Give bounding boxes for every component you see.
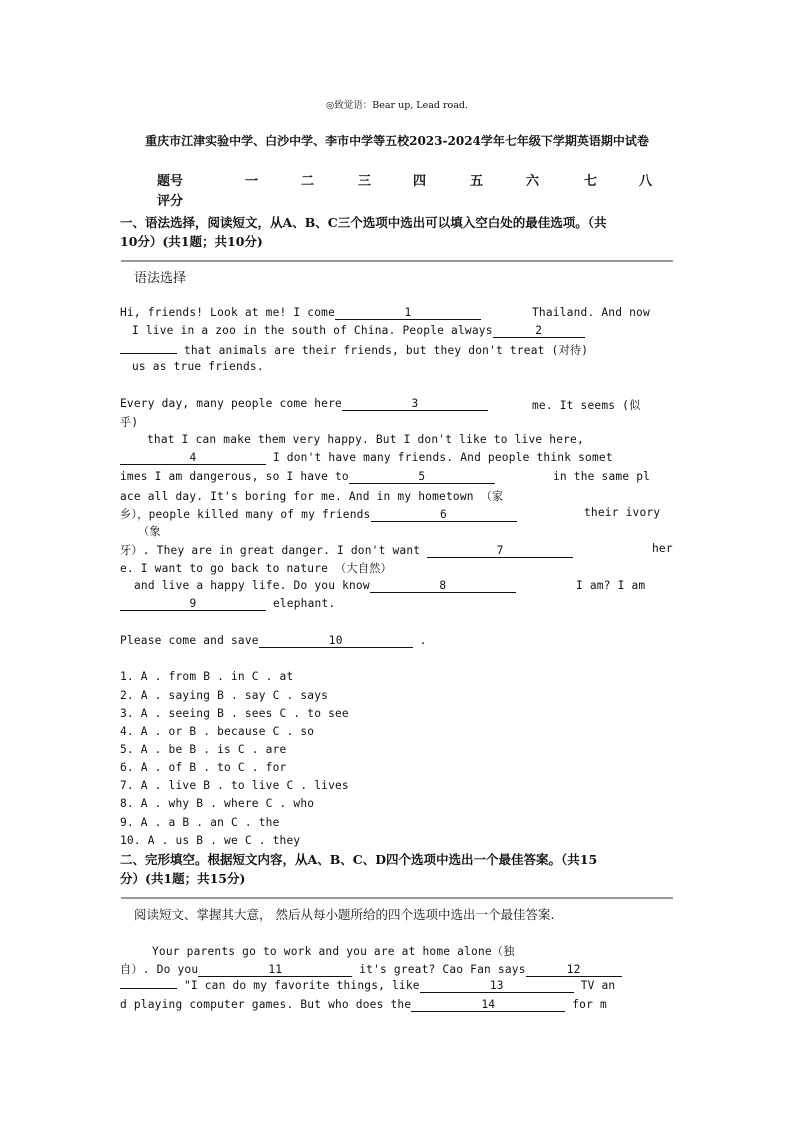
text: 乡），people killed many of my friends [120,508,371,521]
blank-10[interactable]: 10 [259,635,413,648]
text: and live a happy life. Do you know [134,579,370,592]
blank-9[interactable]: 9 [120,598,266,611]
blank-5[interactable]: 5 [349,471,495,484]
blank-2[interactable]: 2 [493,325,585,338]
option-row[interactable]: 3. A . seeing B . sees C . to see [120,707,349,720]
blank-12-continuation [120,988,177,989]
text: 自）. Do you [120,963,199,976]
option-row[interactable]: 6. A . of B . to C . for [120,761,287,774]
text: elephant. [272,597,336,610]
text: . [419,634,427,647]
section2-heading-line2: 分）(共1题；共15分) [120,871,246,886]
passage-line [120,342,588,358]
score-table-score-label: 评分 [157,194,184,209]
passage-line [120,961,622,977]
passage-line: Your parents go to work and you are at home alone（独 [152,945,515,958]
text: for m [572,998,607,1011]
passage-line [120,597,335,611]
passage-line [120,451,613,465]
passage-line: 乎) [120,416,139,429]
text: it's great? Cao Fan says [359,963,526,976]
section2-heading-line1: 二、完形填空。根据短文内容，从A、B、C、D四个选项中选出一个最佳答案。（共15 [120,852,598,867]
blank-13[interactable]: 13 [420,980,574,993]
passage-line [120,634,427,648]
passage-line: that I can make them very happy. But I don't like to live here, [147,433,584,446]
score-col-8: 八 [639,174,653,189]
text: I don't have many friends. And people think somet [272,451,613,464]
section1-heading-line1: 一、语法选择，阅读短文，从A、B、C三个选项中选出可以填入空白处的最佳选项。（共 [120,215,607,230]
header-note: ◎致觉语：Bear up, Lead road. [325,100,469,111]
passage-line: （象 [138,525,161,538]
blank-4[interactable]: 4 [120,452,266,465]
option-row[interactable]: 9. A . a B . an C . the [120,816,280,829]
option-row[interactable]: 5. A . be B . is C . are [120,743,287,756]
blank-6[interactable]: 6 [371,509,517,522]
text: "I can do my favorite things, like [183,979,420,992]
section2-divider [121,897,673,899]
text: TV an [580,979,616,992]
option-row[interactable]: 7. A . live B . to live C . lives [120,779,349,792]
text: d playing computer games. But who does the [120,998,412,1011]
blank-2-continuation [120,353,177,354]
blank-3[interactable]: 3 [342,398,488,411]
text: Please come and save [120,634,259,647]
passage-line [120,979,615,993]
passage-line [120,397,488,411]
passage-line [120,998,607,1012]
score-col-3: 三 [358,174,372,189]
passage-line: e. I want to go back to nature （大自然） [120,562,392,575]
passage-line: me. It seems (似 [532,399,641,412]
section1-box-title: 语法选择 [134,271,187,286]
option-row[interactable]: 1. A . from B . in C . at [120,670,294,683]
passage-line [132,324,585,338]
section1-heading-line2: 10分）(共1题；共10分) [120,234,263,249]
score-col-5: 五 [470,174,484,189]
passage-line: in the same pl [553,470,651,483]
text: 牙）. They are in great danger. I don't want [120,544,421,557]
option-row[interactable]: 8. A . why B . where C . who [120,797,315,810]
passage-line: her [652,542,673,555]
blank-8[interactable]: 8 [370,580,516,593]
passage-line [134,579,516,593]
option-row[interactable]: 4. A . or B . because C . so [120,725,315,738]
score-col-6: 六 [526,174,540,189]
score-col-4: 四 [413,174,427,189]
text: that animals are their friends, but they don't treat (对待) [183,344,589,357]
text: imes I am dangerous, so I have to [120,470,349,483]
blank-12[interactable]: 12 [526,964,622,977]
section1-divider [121,260,673,262]
passage-line [120,306,481,320]
score-col-2: 二 [301,174,315,189]
passage-line: Thailand. And now [532,306,650,319]
score-table-row-label: 题号 [157,174,184,189]
passage-line: ace all day. It's boring for me. And in my hometown （家 [120,490,504,503]
text: I live in a zoo in the south of China. People always [132,324,493,337]
score-col-7: 七 [584,174,598,189]
option-row[interactable]: 2. A . saying B . say C . says [120,689,329,702]
blank-1[interactable]: 1 [335,307,481,320]
option-row[interactable]: 10. A . us B . we C . they [120,834,301,847]
blank-7[interactable]: 7 [427,545,573,558]
passage-line: their ivory [584,506,661,519]
passage-line [120,542,573,558]
text: Every day, many people come here [120,397,342,410]
blank-14[interactable]: 14 [411,999,565,1012]
text: Hi, friends! Look at me! I come [120,306,335,319]
passage-line [120,506,517,522]
passage-line: I am? I am [576,579,646,592]
score-col-1: 一 [245,174,259,189]
section2-instruction: 阅读短文、掌握其大意， 然后从每小题所给的四个选项中选出一个最佳答案. [134,907,555,922]
passage-line: us as true friends. [132,360,264,373]
passage-line [120,470,495,484]
page-title: 重庆市江津实验中学、白沙中学、李市中学等五校2023-2024学年七年级下学期英语期中试卷 [145,134,649,148]
blank-11[interactable]: 11 [198,964,352,977]
